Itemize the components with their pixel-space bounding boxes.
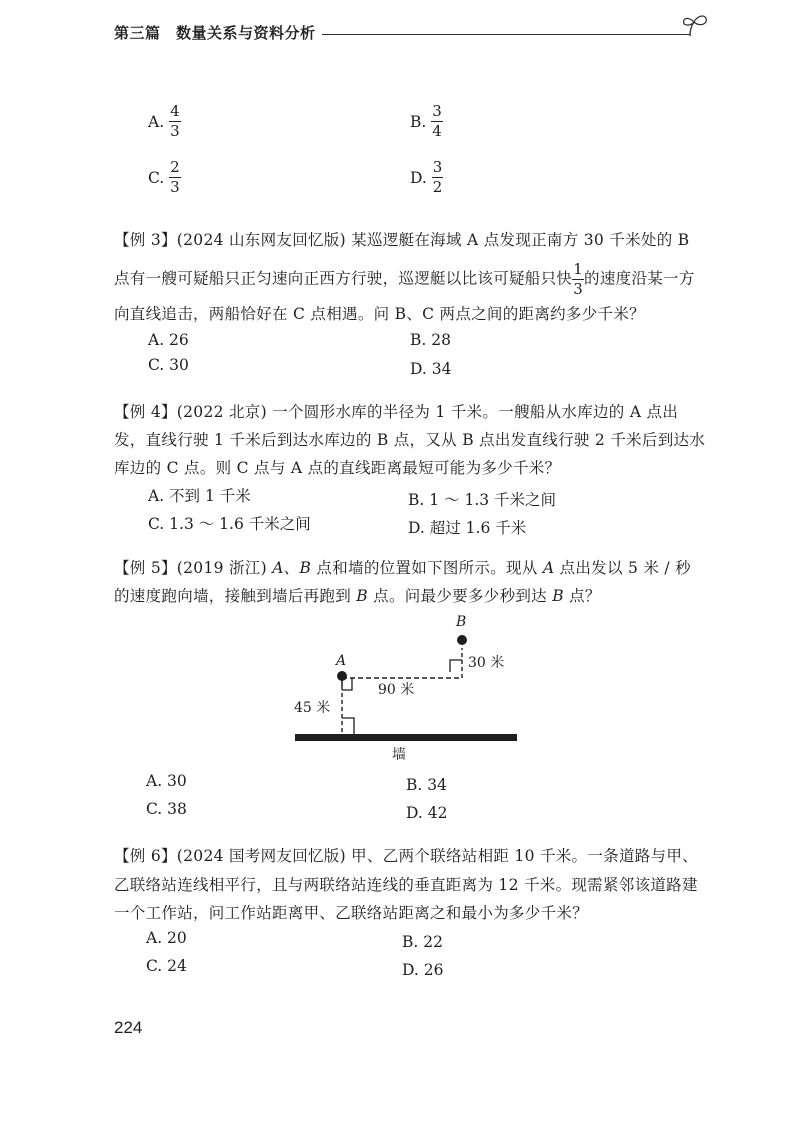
page-number: 224 xyxy=(114,1018,143,1037)
ex3-line-1: 【例 3】(2024 山东网友回忆版) 某巡逻艇在海域 A 点发现正南方 30 千米处的 B xyxy=(114,231,690,249)
ex6-line-2: 乙联络站连线相平行，且与两联络站连线的垂直距离为 12 千米。现需紧邻该道路建 xyxy=(114,876,698,894)
point-a-marker xyxy=(337,671,347,681)
ex5-option-b: B. 34 xyxy=(406,776,447,794)
ex6-option-b: B. 22 xyxy=(402,933,443,951)
ex3-option-c: C. 30 xyxy=(148,356,189,374)
ex3-line-2: 点有一艘可疑船只正匀速向正西方行驶，巡逻艇以比该可疑船只快 $\frac{1}{3}$ 的速度沿某一方 xyxy=(114,260,695,298)
ex4-option-b: B. 1 ～ 1.3 千米之间 xyxy=(408,491,557,509)
point-b-label: B xyxy=(456,614,467,630)
ex3-option-d: D. 34 xyxy=(410,360,452,378)
point-a-label: A xyxy=(336,653,347,669)
ex6-option-c: C. 24 xyxy=(146,957,187,975)
wall-label: 墙 xyxy=(392,747,406,763)
ex4-option-d: D. 超过 1.6 千米 xyxy=(408,519,527,537)
ex5-line-2: 的速度跑向墙，接触到墙后再跑到 B 点。问最少要多少秒到达 B 点？ xyxy=(114,587,601,605)
point-b-marker xyxy=(457,635,467,645)
ex6-option-d: D. 26 xyxy=(402,961,444,979)
option-b-fraction: B. $\frac{3}{4}$ xyxy=(410,102,442,140)
label-45: 45 米 xyxy=(294,700,331,716)
ex4-option-a: A. 不到 1 千米 xyxy=(148,487,251,505)
ex6-line-3: 一个工作站，问工作站距离甲、乙联络站距离之和最小为多少千米？ xyxy=(114,904,589,922)
ex5-option-d: D. 42 xyxy=(406,804,448,822)
right-angle-wall xyxy=(342,718,354,734)
chapter-header: 第三篇 数量关系与资料分析 xyxy=(114,24,316,42)
wall-diagram xyxy=(280,608,540,768)
ex3-fraction: $\frac{1}{3}$ xyxy=(573,260,584,298)
ex4-line-3: 库边的 C 点。则 C 点与 A 点的直线距离最短可能为多少千米？ xyxy=(114,459,561,477)
ex6-line-1: 【例 6】(2024 国考网友回忆版) 甲、乙两个联络站相距 10 千米。一条道路与甲、 xyxy=(114,847,698,865)
ex5-line-1: 【例 5】(2019 浙江) A、B 点和墙的位置如下图所示。现从 A 点出发以 5 米 / 秒 xyxy=(114,559,691,577)
sprout-icon xyxy=(676,12,716,42)
option-d-fraction: D. $\frac{3}{2}$ xyxy=(410,158,443,196)
ex5-option-a: A. 30 xyxy=(146,772,187,790)
ex3-line-3: 向直线追击，两船恰好在 C 点相遇。问 B、C 两点之间的距离约多少千米？ xyxy=(114,305,645,323)
ex3-option-b: B. 28 xyxy=(410,331,451,349)
right-angle-b xyxy=(450,660,462,672)
ex4-line-1: 【例 4】(2022 北京) 一个圆形水库的半径为 1 千米。一艘船从水库边的 A 点出 xyxy=(114,403,679,421)
label-30: 30 米 xyxy=(468,655,505,671)
ex4-line-2: 发，直线行驶 1 千米后到达水库边的 B 点，又从 B 点出发直线行驶 2 千米后到达水 xyxy=(114,431,706,449)
option-c-fraction: C. $\frac{2}{3}$ xyxy=(148,158,180,196)
ex4-option-c: C. 1.3 ～ 1.6 千米之间 xyxy=(148,515,311,533)
option-a-fraction: A. $\frac{4}{3}$ xyxy=(148,102,180,140)
ex6-option-a: A. 20 xyxy=(146,929,187,947)
label-90: 90 米 xyxy=(378,682,415,698)
header-rule xyxy=(322,34,690,35)
ex3-option-a: A. 26 xyxy=(148,331,189,349)
wall-bar xyxy=(295,734,517,741)
ex5-option-c: C. 38 xyxy=(146,800,187,818)
